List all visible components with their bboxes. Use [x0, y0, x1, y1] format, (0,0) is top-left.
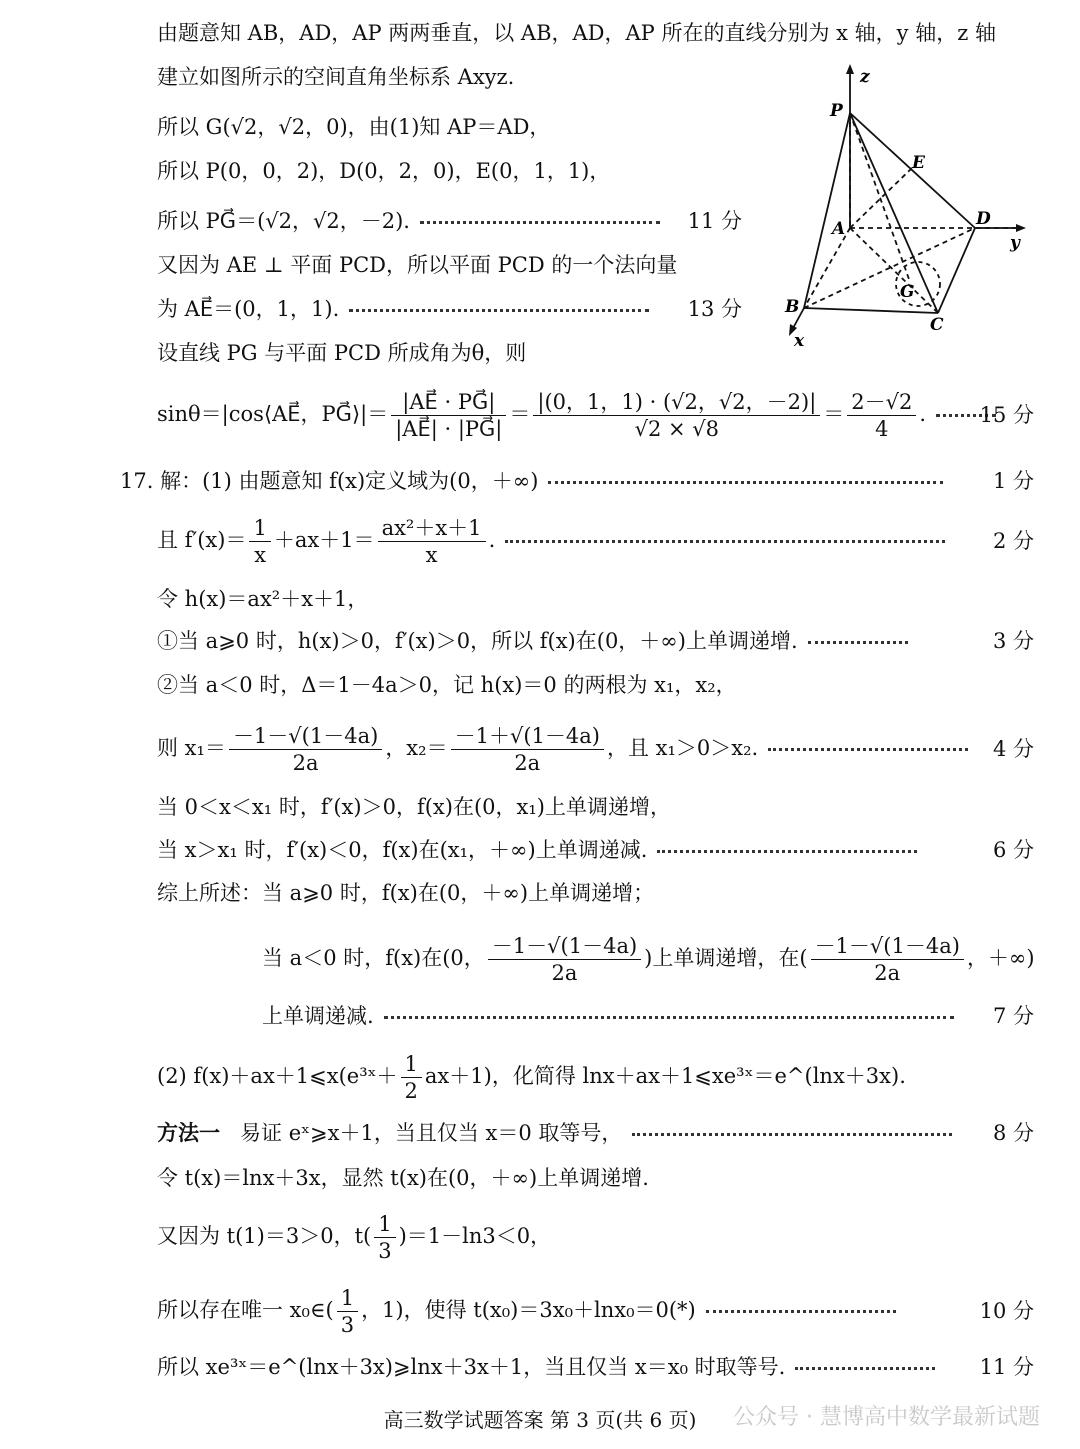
formula-text: ，1)，使得 t(x₀)＝3x₀＋lnx₀＝0(*) [361, 1298, 696, 1322]
text-line [157, 1352, 945, 1382]
score-mark: 6 分 [992, 838, 1034, 862]
text-line: 由题意知 AB，AD，AP 两两垂直，以 AB，AD，AP 所在的直线分别为 x 轴，y 轴，z 轴 [157, 21, 996, 45]
formula-text: 所以存在唯一 x₀∈( [157, 1298, 334, 1322]
formula-text: )上单调递增，在( [644, 946, 808, 970]
score-mark: 3 分 [992, 629, 1034, 653]
score-mark: 15 分 [979, 403, 1034, 427]
label-z: z [860, 67, 870, 87]
numerator: 1 [401, 1051, 422, 1078]
leader-dots [632, 1133, 952, 1136]
fraction [337, 1285, 358, 1338]
numerator: －1＋√(1－4a) [451, 723, 604, 750]
denominator: 2a [551, 961, 578, 985]
summary-line [262, 928, 1035, 988]
case-2b: 当 x＞x₁ 时，f′(x)＜0，f(x)在(x₁，＋∞)上单调递减. [157, 838, 648, 862]
fraction [401, 1051, 422, 1104]
text-line [262, 1001, 964, 1031]
formula-text: ＋ax＋1＝ [273, 528, 375, 552]
seg-PG [850, 113, 910, 282]
pyramid-figure [770, 58, 1040, 358]
formula-text: ，且 x₁＞0＞x₂. [606, 736, 759, 760]
leader-dots [349, 309, 649, 312]
formula-text: 且 f′(x)＝ [157, 528, 247, 552]
text-line [157, 206, 670, 236]
edge-PB [804, 113, 850, 308]
edge-CD [938, 228, 975, 313]
leader-dots [505, 540, 945, 543]
leader-dots [420, 221, 660, 224]
fraction [374, 1211, 395, 1264]
text-line [157, 1118, 962, 1148]
leader-dots [548, 481, 943, 484]
leader-dots [706, 1310, 896, 1313]
leader-dots [384, 1016, 954, 1019]
x-axis-hidden [804, 228, 850, 308]
formula-text: ，x₂＝ [385, 736, 448, 760]
score-mark: 13 分 [687, 297, 742, 321]
score-mark: 7 分 [992, 1004, 1034, 1028]
numerator: －1－√(1－4a) [229, 723, 382, 750]
leader-dots [657, 850, 917, 853]
label-C: C [930, 315, 944, 335]
denominator: 2 [404, 1079, 418, 1103]
score-mark: 4 分 [992, 737, 1034, 761]
denominator: x [425, 543, 438, 567]
formula-text: (2) f(x)＋ax＋1⩽x(e³ˣ＋ [157, 1064, 398, 1088]
z-arrow [846, 64, 854, 74]
edge-BC [804, 308, 938, 313]
page-footer: 高三数学试题答案 第 3 页(共 6 页) [383, 1408, 697, 1432]
numerator: 1 [337, 1285, 358, 1312]
fraction [378, 515, 486, 568]
denominator: |AE⃗| · |PG⃗| [395, 417, 503, 441]
denominator: 2a [514, 751, 541, 775]
fraction [229, 723, 382, 776]
numerator: 1 [374, 1211, 395, 1238]
text-line: 设直线 PG 与平面 PCD 所成角为θ，则 [157, 341, 527, 365]
method-text: 易证 eˣ⩾x＋1，当且仅当 x＝0 取等号， [240, 1121, 623, 1145]
denominator: 4 [875, 417, 889, 441]
text-line: 所以 G(√2，√2，0)，由(1)知 AP＝AD， [157, 115, 551, 139]
conclusion: 所以 xe³ˣ＝e^(lnx＋3x)⩾lnx＋3x＋1，当且仅当 x＝x₀ 时取等号. [157, 1355, 786, 1379]
numerator: 1 [249, 515, 270, 542]
part2-line [157, 1046, 906, 1106]
label-P: P [830, 101, 843, 121]
denominator: 2a [292, 751, 319, 775]
label-D: D [976, 209, 991, 229]
denominator: 3 [378, 1239, 392, 1263]
denominator: 3 [340, 1313, 355, 1337]
pg-vector-line: 所以 PG⃗＝(√2，√2，－2). [157, 209, 410, 233]
text-line [157, 626, 918, 656]
score-mark: 11 分 [979, 1355, 1034, 1379]
text-line [157, 294, 659, 324]
denominator: 2a [874, 961, 901, 985]
text-line: 建立如图所示的空间直角坐标系 Axyz. [157, 65, 515, 89]
case-1: ①当 a⩾0 时，h(x)＞0，f′(x)＞0，所以 f(x)在(0，＋∞)上单调递增. [157, 629, 798, 653]
score-mark: 1 分 [992, 469, 1034, 493]
leader-dots [795, 1367, 935, 1370]
text-line: 令 t(x)＝lnx＋3x，显然 t(x)在(0，＋∞)上单调递增. [157, 1166, 649, 1190]
fraction [451, 723, 604, 776]
diag-BD [804, 228, 975, 308]
numerator: |AE⃗ · PG⃗| [391, 389, 506, 416]
text-line: 又因为 AE ⊥ 平面 PCD，所以平面 PCD 的一个法向量 [157, 253, 678, 277]
label-G: G [900, 282, 915, 302]
numerator: |(0，1，1) · (√2，√2，－2)| [533, 389, 820, 416]
fraction [488, 933, 641, 986]
method-heading: 方法一 [157, 1120, 220, 1145]
watermark: 公众号 · 慧博高中数学最新试题 [733, 1405, 1040, 1430]
denominator: √2 × √8 [634, 417, 720, 441]
label-E: E [912, 153, 925, 173]
label-A: A [832, 219, 846, 239]
score-mark: 11 分 [687, 209, 742, 233]
text-line: 所以 P(0，0，2)，D(0，2，0)，E(0，1，1)， [157, 159, 611, 183]
formula-text: ax＋1)，化简得 lnx＋ax＋1⩽xe³ˣ＝e^(lnx＋3x). [424, 1064, 906, 1088]
numerator: ax²＋x＋1 [378, 515, 486, 542]
fraction [533, 389, 820, 442]
formula-text: )＝1－ln3＜0， [398, 1224, 552, 1248]
ae-vector-line: 为 AE⃗＝(0，1，1). [157, 297, 340, 321]
score-mark: 8 分 [992, 1121, 1034, 1145]
derivative-line: 且 f′(x)＝ $\frac{1}{x}$ ＋ax＋1＝ $\frac{\text{ax²＋x＋1}}{x}$ . [157, 510, 955, 570]
fraction [249, 515, 270, 568]
numerator: 2－√2 [847, 389, 916, 416]
text-line: 令 h(x)＝ax²＋x＋1， [157, 587, 369, 611]
text-line: ②当 a＜0 时，Δ＝1－4a＞0，记 h(x)＝0 的两根为 x₁，x₂， [157, 673, 737, 697]
unique-root-line [157, 1280, 906, 1340]
label-x: x [794, 331, 805, 351]
text-line: 综上所述：当 a⩾0 时，f(x)在(0，＋∞)上单调递增； [157, 881, 655, 905]
score-mark: 10 分 [979, 1299, 1034, 1323]
leader-dots [808, 641, 908, 644]
edge-PC [850, 113, 938, 313]
denominator: x [254, 543, 267, 567]
formula-text: 当 a＜0 时，f(x)在(0， [262, 946, 485, 970]
diag-AC [850, 228, 938, 313]
y-arrow [1016, 224, 1026, 232]
fraction [811, 933, 964, 986]
problem-17-head: 17. 解：(1) 由题意知 f(x)定义域为(0，＋∞) [120, 469, 539, 493]
roots-line [157, 718, 978, 778]
numerator: －1－√(1－4a) [488, 933, 641, 960]
fraction [847, 389, 916, 442]
label-y: y [1010, 233, 1020, 253]
formula-text: sinθ＝|cos⟨AE⃗，PG⃗⟩|＝ [157, 402, 389, 426]
fraction [391, 389, 506, 442]
formula-text: ，＋∞) [966, 946, 1035, 970]
text-line [120, 466, 953, 496]
text-line: 当 0＜x＜x₁ 时，f′(x)＞0，f(x)在(0，x₁)上单调递增， [157, 795, 671, 819]
label-B: B [785, 297, 800, 317]
numerator: －1－√(1－4a) [811, 933, 964, 960]
summary-tail: 上单调递减. [262, 1004, 374, 1028]
text-line [157, 835, 927, 865]
score-mark: 2 分 [992, 529, 1034, 553]
formula-text: 则 x₁＝ [157, 736, 226, 760]
sin-theta-formula: sinθ＝|cos⟨AE⃗，PG⃗⟩|＝ $\frac{|AE⃗ \cdot PG⃗|}{|AE⃗| \cdot |PG⃗|}$ ＝ $\frac{|(0,1,1) \cdot (√2,√2,-2)|}{√2 \times √8}$ ＝ $\frac{2-√2}{4}$ . [157, 384, 1006, 444]
formula-text: 又因为 t(1)＝3＞0，t( [157, 1224, 372, 1248]
t-values-line [157, 1206, 551, 1266]
leader-dots [768, 748, 968, 751]
